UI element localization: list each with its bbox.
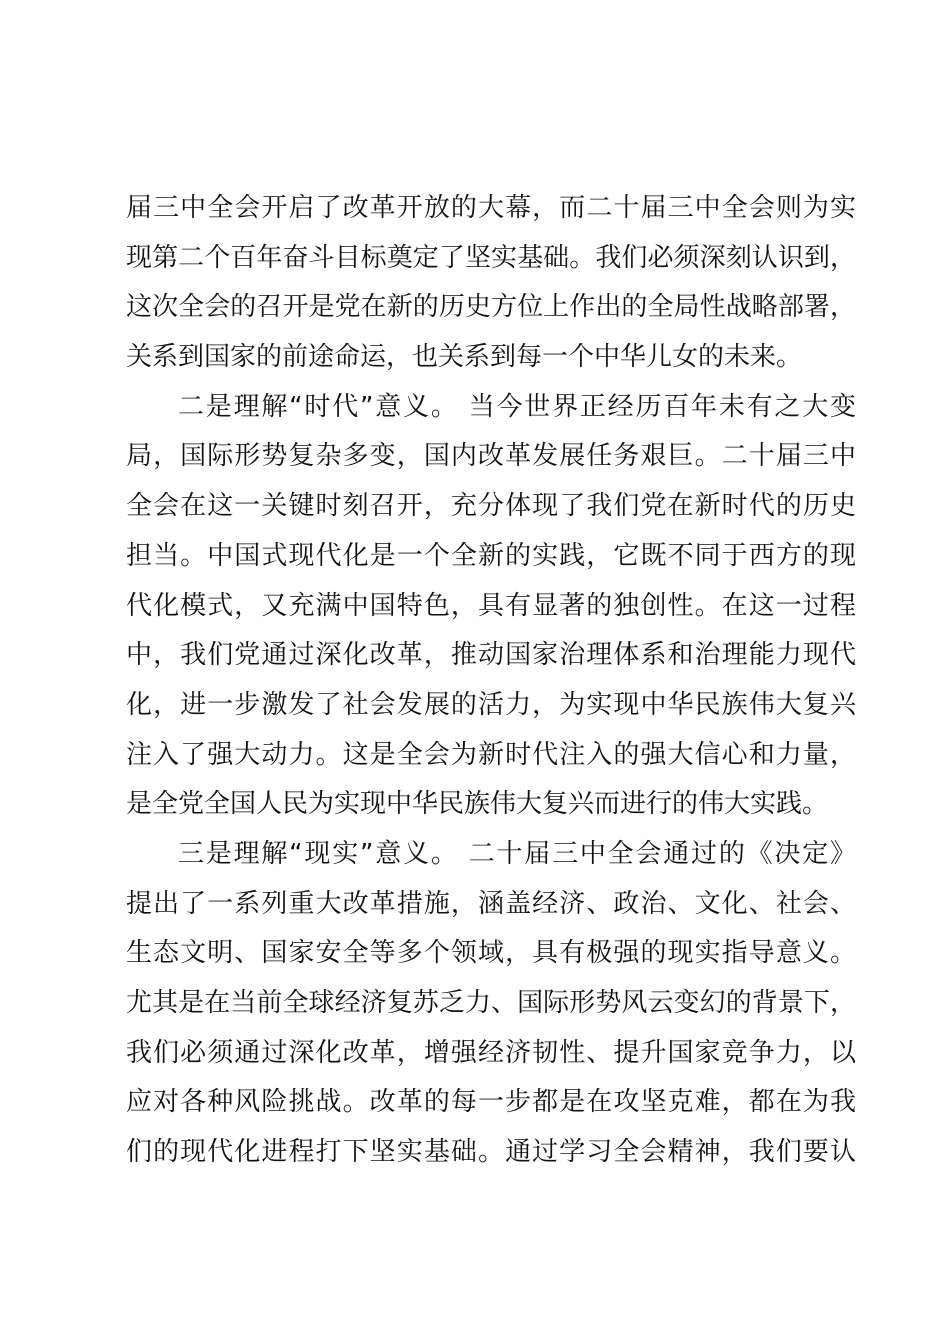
paragraph-continuation: [126, 184, 856, 383]
text-line: 代化模式，又充满中国特色，具有显著的独创性。在这一过程: [126, 590, 856, 621]
text-line: 关系到国家的前途命运，也关系到每一个中华儿女的未来。: [126, 342, 803, 373]
text-line: 这次全会的召开是党在新的历史方位上作出的全局性战略部署，: [126, 292, 856, 323]
paragraph-reality-significance: [126, 830, 856, 1178]
text-line: 全会在这一关键时刻召开，充分体现了我们党在新时代的历史: [126, 491, 856, 522]
text-line: 生态文明、国家安全等多个领域，具有极强的现实指导意义。: [126, 938, 856, 969]
text-line: 尤其是在当前全球经济复苏乏力、国际形势风云变幻的背景下，: [126, 988, 856, 1018]
text-line: 提出了一系列重大改革措施，涵盖经济、政治、文化、社会、: [126, 888, 856, 919]
paragraph-era-significance: [126, 383, 856, 830]
text-line: 应对各种风险挑战。改革的每一步都是在攻坚克难，都在为我: [126, 1087, 856, 1118]
text-line: 是全党全国人民为实现中华民族伟大复兴而进行的伟大实践。: [126, 789, 829, 820]
text-line: 局，国际形势复杂多变，国内改革发展任务艰巨。二十届三中: [126, 441, 856, 472]
text-line: 现第二个百年奋斗目标奠定了坚实基础。我们必须深刻认识到，: [126, 242, 856, 273]
text-line: 我们必须通过深化改革，增强经济韧性、提升国家竞争力，以: [126, 1037, 856, 1068]
text-line: 二是理解“时代”意义。 当今世界正经历百年未有之大变: [178, 391, 856, 422]
document-body: [126, 184, 856, 1178]
text-line: 担当。中国式现代化是一个全新的实践，它既不同于西方的现: [126, 540, 856, 571]
text-line: 三是理解“现实”意义。 二十届三中全会通过的《决定》: [178, 838, 856, 869]
text-line: 们的现代化进程打下坚实基础。通过学习全会精神，我们要认: [126, 1137, 856, 1168]
text-line: 化，进一步激发了社会发展的活力，为实现中华民族伟大复兴: [126, 689, 856, 720]
text-line: 届三中全会开启了改革开放的大幕，而二十届三中全会则为实: [126, 193, 856, 223]
text-line: 中，我们党通过深化改革，推动国家治理体系和治理能力现代: [126, 640, 856, 671]
text-line: 注入了强大动力。这是全会为新时代注入的强大信心和力量，: [126, 739, 856, 770]
